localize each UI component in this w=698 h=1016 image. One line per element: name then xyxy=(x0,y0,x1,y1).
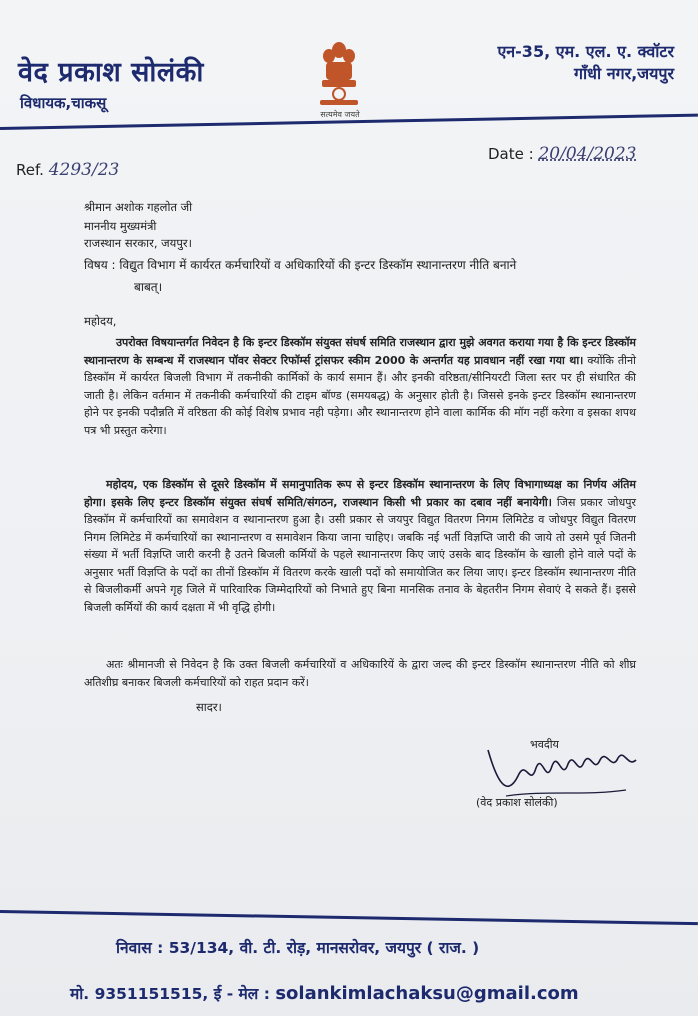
ref-label: Ref. xyxy=(16,161,44,179)
footer-email[interactable]: solankimlachaksu@gmail.com xyxy=(275,983,579,1004)
addressee-line: माननीय मुख्यमंत्री xyxy=(84,219,157,233)
subject-line2: बाबत्। xyxy=(134,280,163,294)
paragraph-2-bold: महोदय, एक डिस्कॉम से दूसरे डिस्कॉम में समानुपातिक रूप से इन्टर डिस्कॉम स्थानान्तरण के लिए विभागाध्यक्ष का निर्णय अंतिम होगा। इसके लिए इन्टर डिस्कॉम संयुक्त संघर्ष समिति/संगठन, राजस्थान किसी भी प्रकार का दबाव नहीं बनायेगी। xyxy=(84,478,636,509)
date-value: 20/04/2023 xyxy=(538,144,637,164)
footer-divider xyxy=(0,910,698,925)
letter-date xyxy=(488,144,636,164)
addressee-line: राजस्थान सरकार, जयपुर। xyxy=(84,236,192,250)
letterhead-address-line2: गाँधी नगर,जयपुर xyxy=(573,64,674,83)
footer-phone: मो. 9351151515, ई - मेल : xyxy=(70,985,276,1003)
paragraph-2 xyxy=(84,476,636,616)
letterhead-designation: विधायक,चाकसू xyxy=(20,94,107,112)
letterhead-name: वेद प्रकाश सोलंकी xyxy=(18,57,204,88)
paragraph-1 xyxy=(84,334,636,439)
date-label: Date : xyxy=(488,145,534,163)
addressee-line: श्रीमान अशोक गहलोत जी xyxy=(84,200,193,214)
paragraph-2-text: जिस प्रकार जोधपुर डिस्कॉम में कर्मचारियों का समावेशन व स्थानान्तरण हुआ है। उसी प्रकार से जयपुर विद्युत वितरण निगम लिमिटेड व जोधपुर विद्युत वितरण निगम लिमिटेड में कर्मचारियों का स्थानान्तरण व समावेशन किया जाना चाहिए। जबकि नई भर्ती विज्ञप्ति जारी की जाये तो उसमे पूर्व जितनी संख्या में भर्ती विज्ञप्ति जारी करनी है उतने बिजली कर्मियों के पहले स्थानान्तरण किए जाएं उसके बाद डिस्कॉम के खाली होने वाले पदों के अनुसार भर्ती विज्ञप्ति के पदों का तीनों डिस्कॉम में वितरण करके खाली पदों को समायोजित कर लिया जाए। इन्टर डिस्कॉम स्थानान्तरण नीति से बिजलीकर्मी अपने गृह जिले में पारिवारिक जिम्मेदारियों को निभाते हुए बिना मानसिक तनाव के बेहतरीन निगम सेवाएं दे सकते हैं। इससे बिजली कर्मियों की कार्य दक्षता में भी वृद्धि होगी। xyxy=(84,495,636,614)
closing: सादर। xyxy=(196,700,222,714)
footer-contact xyxy=(70,982,579,1004)
sign-off: भवदीय xyxy=(530,738,559,751)
footer-residence: निवास : 53/134, वी. टी. रोड़, मानसरोवर, जयपुर ( राज. ) xyxy=(116,939,480,957)
subject xyxy=(84,254,644,298)
ashoka-emblem-icon xyxy=(312,40,366,110)
paragraph-1-text: क्योंकि तीनो डिस्कॉम में कार्यरत बिजली विभाग में तकनीकी कार्मिकों के कार्य समान हैं। और इनकी वरिष्ठता/सीनियरटी जिला स्तर पर ही संधारित की जाती है। लेकिन वर्तमान में तकनीकी कर्मचारियों की टाइम बॉण्ड (समयबद्ध) के अनुसार होती है। जिससे इनके इन्टर डिस्कॉम स्थानान्तरण होने पर इनकी पदौन्नति में वरिष्ठता की कोई विशेष प्रभाव नही पड़ेगा। और स्थानान्तरण होने वाला कार्मिक की मॉग नहीं करेगा व इसका शपथ पत्र भी प्रस्तुत करेगा। xyxy=(84,353,636,437)
letterhead-address-line1: एन-35, एम. एल. ए. क्वॉटर xyxy=(497,42,674,61)
paragraph-3: अतः श्रीमानजी से निवेदन है कि उक्त बिजली कर्मचारियों व अधिकारियें के द्वारा जल्द की इन्टर डिस्कॉम स्थानान्तरण नीति को शीघ्र अतिशीघ्र बनाकर बिजली कर्मचारियों को राहत प्रदान करें। xyxy=(84,658,636,689)
salutation: महोदय, xyxy=(84,314,117,328)
subject-line1: विषय : विद्युत विभाग में कार्यरत कर्मचारियों व अधिकारियों की इन्टर डिस्कॉम स्थानान्तरण नीति बनाने xyxy=(84,258,517,272)
ref-value: 4293/23 xyxy=(48,160,120,180)
emblem-motto: सत्यमेव जयते xyxy=(320,110,360,119)
signatory-name: (वेद प्रकाश सोलंकी) xyxy=(476,796,558,809)
reference-number xyxy=(16,160,119,180)
paragraph-1-bold: उपरोक्त विषयान्तर्गत निवेदन है कि इन्टर डिस्कॉम संयुक्त संघर्ष समिति राजस्थान द्वारा मुझे अवगत कराया गया है कि इन्टर डिस्कॉम स्थानान्तरण के सम्बन्ध में राजस्थान पॉवर सेक्टर रिफॉर्म्स ट्रांसफर स्कीम 2000 के अन्तर्गत यह प्रावधान नहीं रखा गया था। xyxy=(84,336,636,367)
